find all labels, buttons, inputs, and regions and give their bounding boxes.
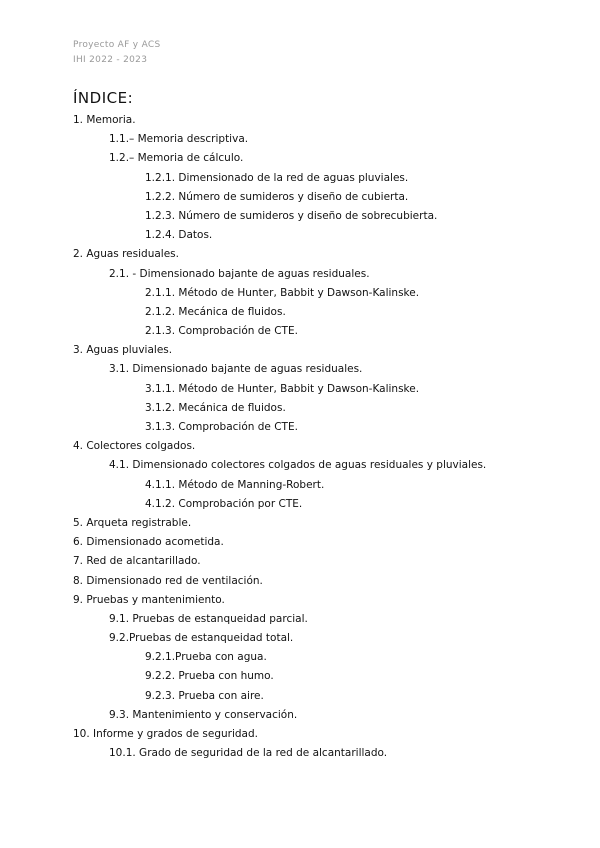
toc-entry-level-3: 2.1.3. Comprobación de CTE. (145, 325, 298, 338)
toc-entry-level-3: 4.1.1. Método de Manning-Robert. (145, 478, 325, 491)
toc-entry-level-1: 8. Dimensionado red de ventilación. (73, 574, 263, 587)
page-header (73, 38, 160, 68)
toc-entry-level-3: 3.1.2. Mecánica de fluidos. (145, 401, 286, 414)
toc-entry-level-3: 9.2.1.Prueba con agua. (145, 651, 267, 664)
toc-entry-level-2: 1.2.– Memoria de cálculo. (109, 152, 244, 165)
toc-entry-level-2: 9.1. Pruebas de estanqueidad parcial. (109, 612, 308, 625)
toc-entry-level-1: 7. Red de alcantarillado. (73, 555, 201, 568)
toc-entry-level-1: 1. Memoria. (73, 114, 136, 126)
toc-entry-level-3: 1.2.1. Dimensionado de la red de aguas pluviales. (145, 171, 409, 184)
toc-entry-level-2: 3.1. Dimensionado bajante de aguas residuales. (109, 363, 363, 376)
table-of-contents (0, 111, 600, 763)
toc-entry-level-1: 3. Aguas pluviales. (73, 344, 173, 357)
toc-entry-level-2: 10.1. Grado de seguridad de la red de alcantarillado. (109, 747, 388, 760)
toc-entry-level-3: 1.2.2. Número de sumideros y diseño de cubierta. (145, 190, 409, 203)
toc-entry-level-1: 10. Informe y grados de seguridad. (73, 728, 258, 740)
toc-entry-level-3: 3.1.3. Comprobación de CTE. (145, 421, 298, 433)
toc-entry-level-1: 2. Aguas residuales. (73, 248, 179, 261)
header-project-line: Proyecto AF y ACS (73, 40, 161, 50)
toc-entry-level-3: 1.2.4. Datos. (145, 229, 213, 242)
toc-entry-level-1: 4. Colectores colgados. (73, 440, 196, 453)
toc-entry-level-3: 2.1.2. Mecánica de fluidos. (145, 305, 286, 318)
toc-entry-level-2: 1.1.– Memoria descriptiva. (109, 133, 249, 146)
header-course-line: IHI 2022 - 2023 (73, 55, 148, 65)
toc-entry-level-2: 9.3. Mantenimiento y conservación. (109, 708, 298, 721)
toc-entry-level-3: 9.2.3. Prueba con aire. (145, 689, 264, 702)
toc-entry-level-1: 6. Dimensionado acometida. (73, 536, 224, 549)
index-title: ÍNDICE: (73, 89, 134, 107)
toc-entry-level-3: 9.2.2. Prueba con humo. (145, 670, 274, 683)
toc-entry-level-1: 5. Arqueta registrable. (73, 516, 192, 529)
toc-entry-level-2: 4.1. Dimensionado colectores colgados de aguas residuales y pluviales. (109, 459, 487, 472)
toc-entry-level-2: 2.1. - Dimensionado bajante de aguas residuales. (109, 267, 370, 280)
toc-entry-level-3: 1.2.3. Número de sumideros y diseño de sobrecubierta. (145, 209, 438, 222)
toc-entry-level-3: 4.1.2. Comprobación por CTE. (145, 497, 303, 510)
toc-entry-level-2: 9.2.Pruebas de estanqueidad total. (109, 632, 294, 645)
toc-entry-level-3: 3.1.1. Método de Hunter, Babbit y Dawson-Kalinske. (145, 382, 420, 395)
toc-entry-level-1: 9. Pruebas y mantenimiento. (73, 593, 225, 606)
toc-entry-level-3: 2.1.1. Método de Hunter, Babbit y Dawson-Kalinske. (145, 286, 420, 299)
